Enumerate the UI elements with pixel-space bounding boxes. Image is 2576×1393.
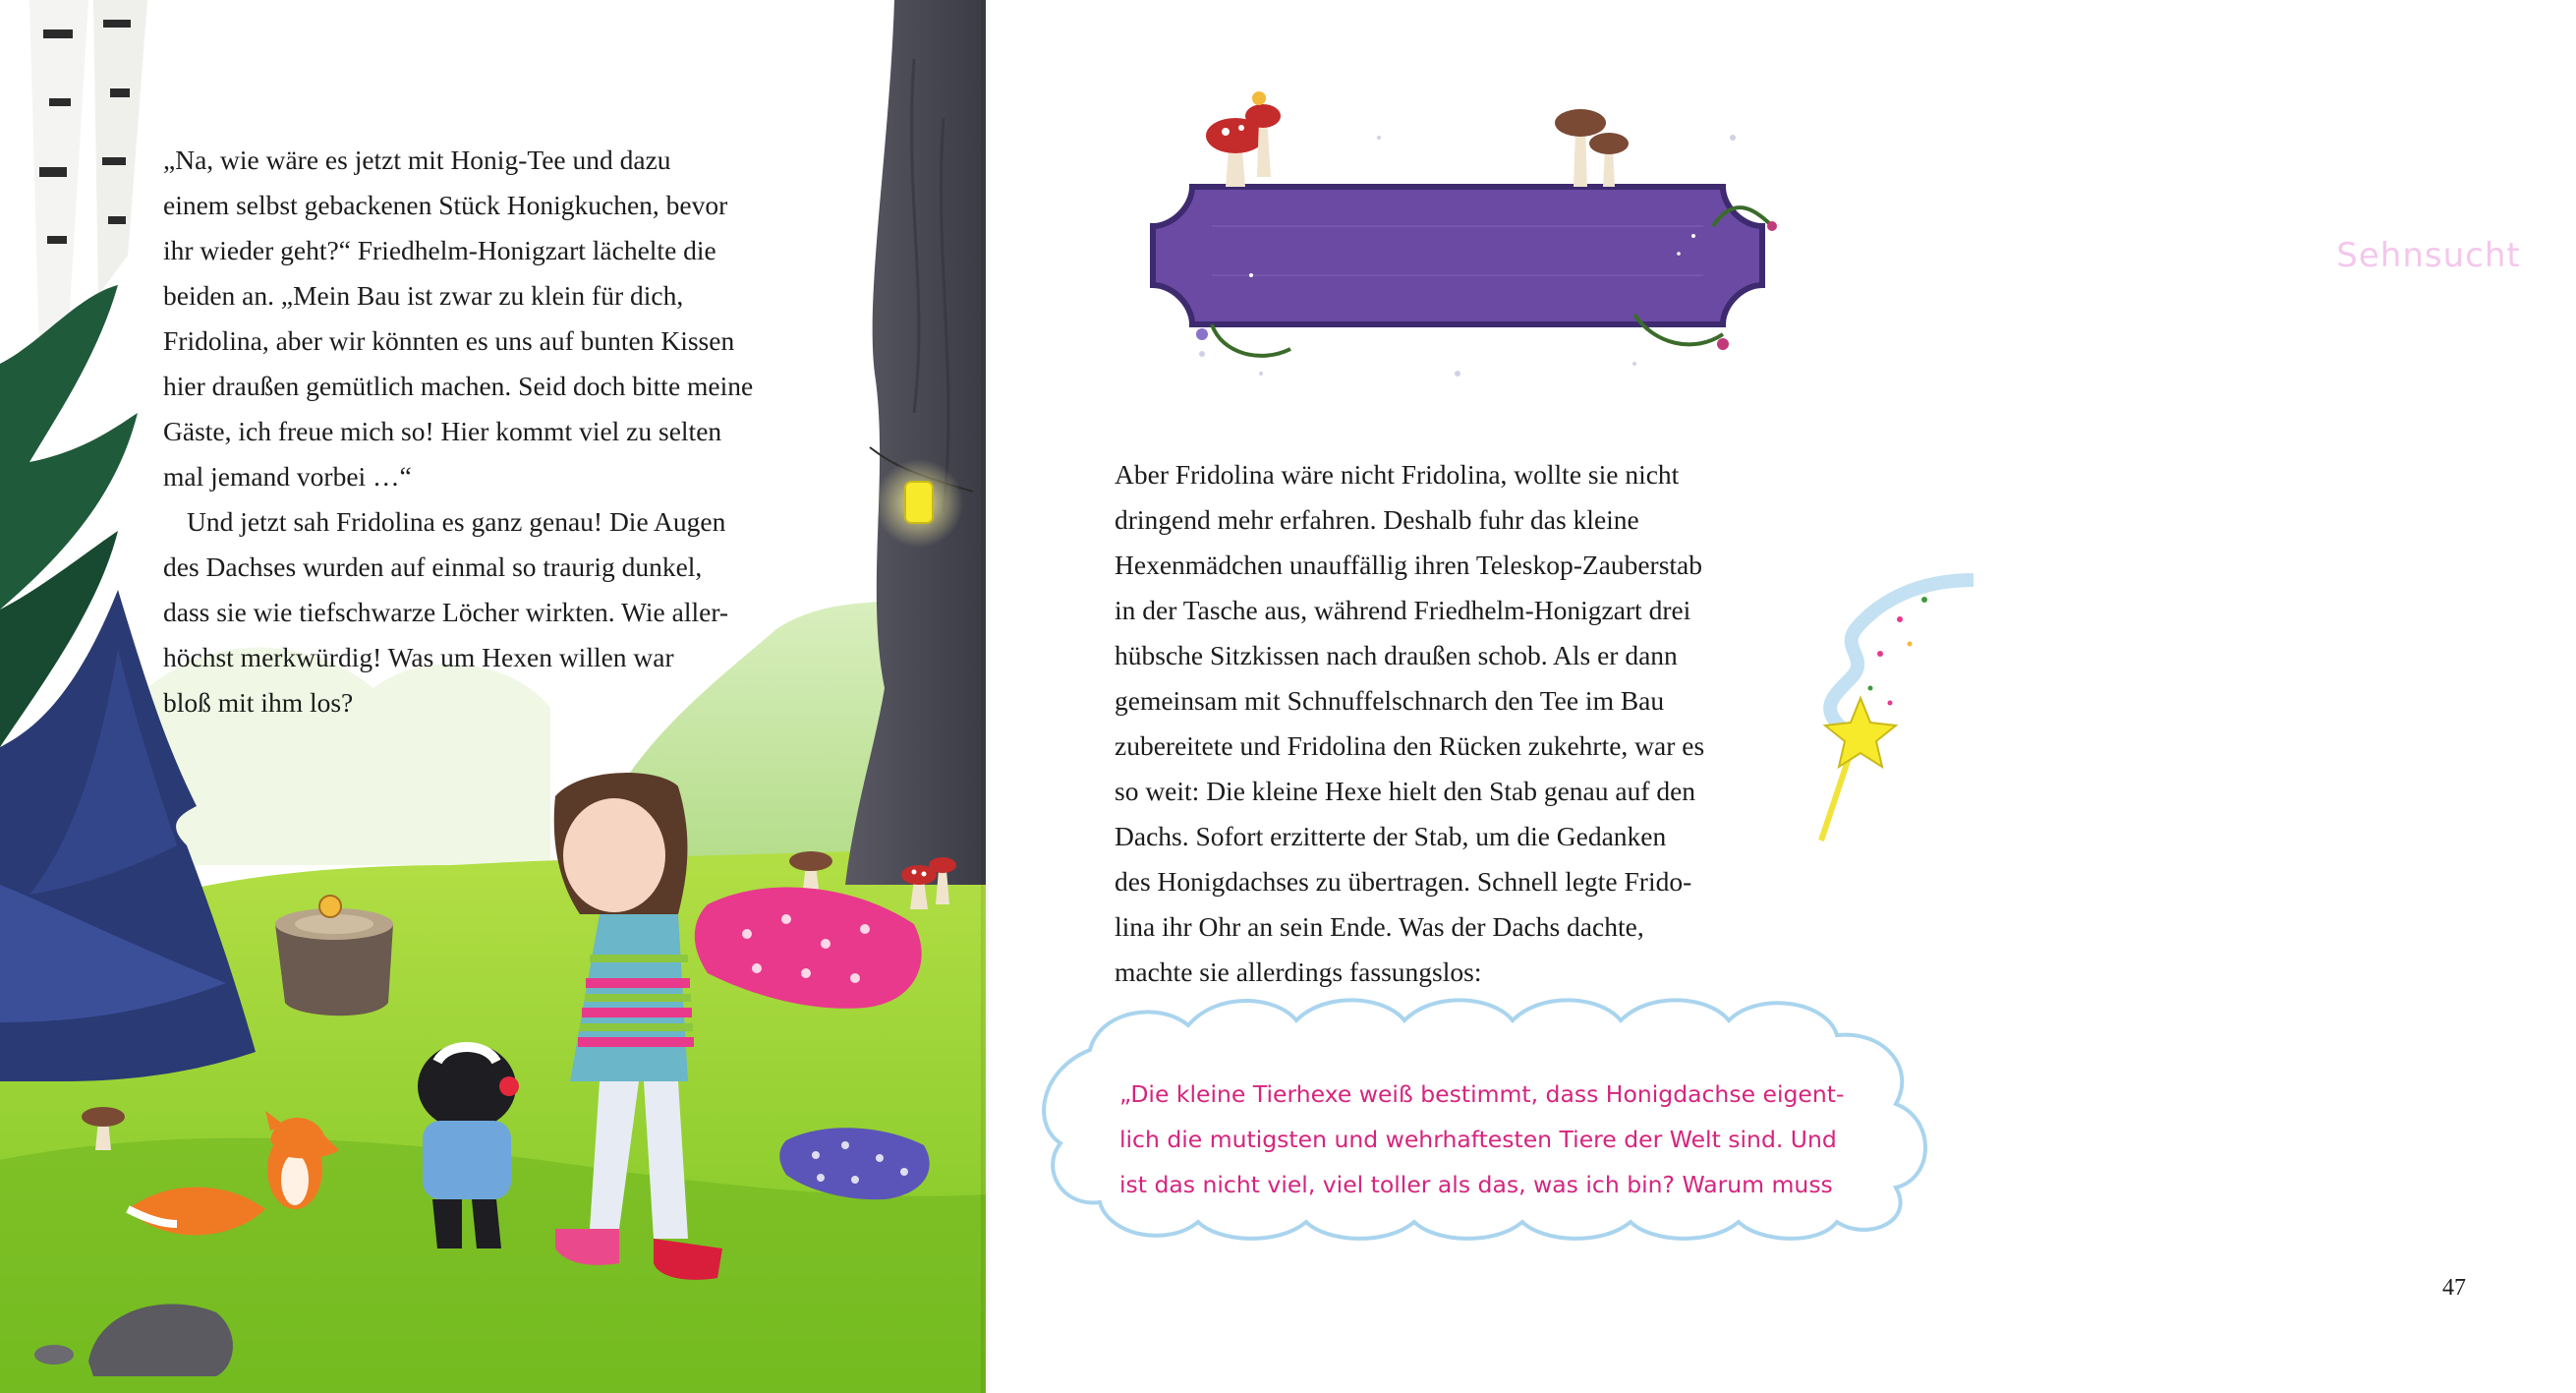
left-page-text [163,138,753,726]
snail [319,896,341,917]
text-line: Hexenmädchen unauffällig ihren Teleskop-Zauberstab [1115,550,1703,580]
text-line: höchst merkwürdig! Was um Hexen willen war [163,642,674,672]
text-line: in der Tasche aus, während Friedhelm-Honigzart drei [1115,595,1691,625]
text-line: dringend mehr erfahren. Deshalb fuhr das kleine [1115,504,1639,535]
text-line: des Honigdachses zu übertragen. Schnell legte Frido- [1115,866,1692,897]
text-line: machte sie allerdings fassungslos: [1115,957,1482,987]
chapter-plaque [1143,79,1792,393]
thought-line: ist das nicht viel, viel toller als das, was ich bin? Warum muss [1119,1171,1833,1198]
book-gutter [981,0,991,1393]
text-line: ihr wieder geht?“ Friedhelm-Honigzart lächelte die [163,235,716,265]
text-line: mal jemand vorbei …“ [163,461,412,492]
text-line: zubereitete und Fridolina den Rücken zukehrte, war es [1115,730,1705,761]
thought-line: lich die mutigsten und wehrhaftesten Tiere der Welt sind. Und [1119,1126,1837,1153]
text-line: lina ihr Ohr an sein Ende. Was der Dachs dachte, [1115,911,1644,942]
text-line: dass sie wie tiefschwarze Löcher wirkten. Wie aller- [163,597,729,627]
text-line: hier draußen gemütlich machen. Seid doch bitte meine [163,371,754,401]
text-line: Dachs. Sofort erzitterte der Stab, um die Gedanken [1115,821,1667,851]
magic-wand-illustration [1762,560,1974,855]
text-line: des Dachses wurden auf einmal so traurig dunkel, [163,551,703,582]
plaque-board [1153,187,1762,324]
text-line: so weit: Die kleine Hexe hielt den Stab genau auf den [1115,776,1696,806]
left-page [0,0,986,1393]
lantern [905,482,933,523]
text-line: „Na, wie wäre es jetzt mit Honig-Tee und dazu [163,145,671,175]
mushroom-decoration [1206,91,1629,187]
tree-stump [275,896,393,1016]
thought-line: „Die kleine Tierhexe weiß bestimmt, dass Honigdachse eigent- [1119,1080,1845,1108]
fir-branches [0,285,138,609]
text-line: beiden an. „Mein Bau ist zwar zu klein für dich, [163,280,684,311]
text-line: bloß mit ihm los? [163,687,354,718]
page-number: 47 [2442,1275,2466,1301]
thought-text [1119,1072,1844,1207]
text-line: Und jetzt sah Fridolina es ganz genau! Die Augen [187,506,726,537]
text-line: hübsche Sitzkissen nach draußen schob. Als er dann [1115,640,1678,670]
text-line: Fridolina, aber wir könnten es uns auf bunten Kissen [163,325,735,356]
text-line: Aber Fridolina wäre nicht Fridolina, wollte sie nicht [1115,459,1680,490]
text-line: einem selbst gebackenen Stück Honigkuchen, bevor [163,190,728,220]
text-line: Gäste, ich freue mich so! Hier kommt viel zu selten [163,416,722,446]
right-page-text [1115,452,1704,995]
chapter-title: Sehnsucht [2336,236,2521,275]
text-line: gemeinsam mit Schnuffelschnarch den Tee im Bau [1115,685,1665,716]
